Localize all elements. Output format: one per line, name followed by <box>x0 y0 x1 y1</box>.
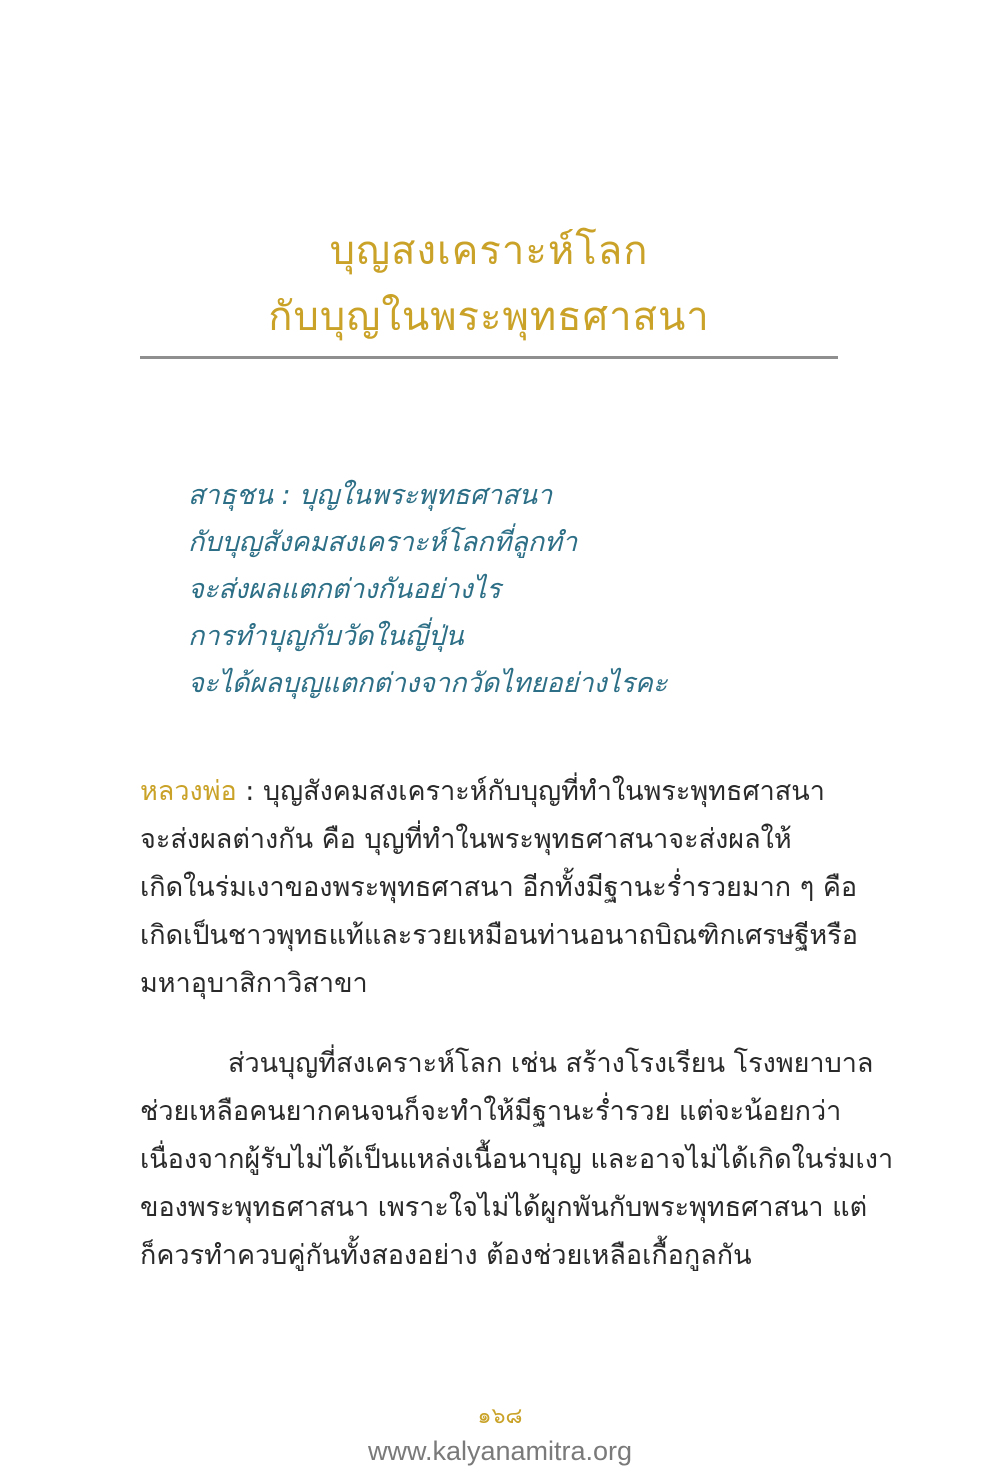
answer-line: มหาอุบาสิกาวิสาขา <box>140 968 368 999</box>
chapter-title <box>140 218 838 350</box>
chapter-title-line-1: บุญสงเคราะห์โลก <box>329 228 649 274</box>
question-block <box>188 472 838 707</box>
answer-line: ของพระพุทธศาสนา เพราะใจไม่ได้ผูกพันกับพระพุทธศาสนา แต่ <box>140 1192 868 1223</box>
answer-line: ส่วนบุญที่สงเคราะห์โลก เช่น สร้างโรงเรียน โรงพยาบาล <box>228 1048 874 1079</box>
answer-line: เกิดเป็นชาวพุทธแท้และรวยเหมือนท่านอนาถบิณฑิกเศรษฐีหรือ <box>140 920 858 951</box>
answer-paragraph-2 <box>140 1040 894 1280</box>
answer-line: ช่วยเหลือคนยากคนจนก็จะทำให้มีฐานะร่ำรวย แต่จะน้อยกว่า <box>140 1096 842 1127</box>
speaker-label: หลวงพ่อ <box>140 776 237 807</box>
answer-first-line-text: : บุญสังคมสงเคราะห์กับบุญที่ทำในพระพุทธศาสนา <box>236 776 825 807</box>
title-divider <box>140 356 838 359</box>
chapter-title-line-2: กับบุญในพระพุทธศาสนา <box>268 294 710 340</box>
question-line: จะได้ผลบุญแตกต่างจากวัดไทยอย่างไรคะ <box>188 668 668 699</box>
question-line: กับบุญสังคมสงเคราะห์โลกที่ลูกทำ <box>188 527 578 558</box>
footer-website-url: www.kalyanamitra.org <box>367 1436 633 1466</box>
question-line: การทำบุญกับวัดในญี่ปุ่น <box>188 621 464 652</box>
answer-line <box>140 768 838 816</box>
question-line: สาธุชน : บุญในพระพุทธศาสนา <box>188 480 553 511</box>
answer-line: จะส่งผลต่างกัน คือ บุญที่ทำในพระพุทธศาสนาจะส่งผลให้ <box>140 824 792 855</box>
answer-line: เกิดในร่มเงาของพระพุทธศาสนา อีกทั้งมีฐานะร่ำรวยมาก ๆ คือ <box>140 872 858 903</box>
answer-line: ก็ควรทำควบคู่กันทั้งสองอย่าง ต้องช่วยเหลือเกื้อกูลกัน <box>140 1240 752 1271</box>
answer-paragraph-1 <box>140 768 858 1008</box>
question-line: จะส่งผลแตกต่างกันอย่างไร <box>188 574 501 605</box>
page-number: ๑๖๘ <box>477 1404 523 1429</box>
answer-line: เนื่องจากผู้รับไม่ได้เป็นแหล่งเนื้อนาบุญ และอาจไม่ได้เกิดในร่มเงา <box>140 1144 894 1175</box>
